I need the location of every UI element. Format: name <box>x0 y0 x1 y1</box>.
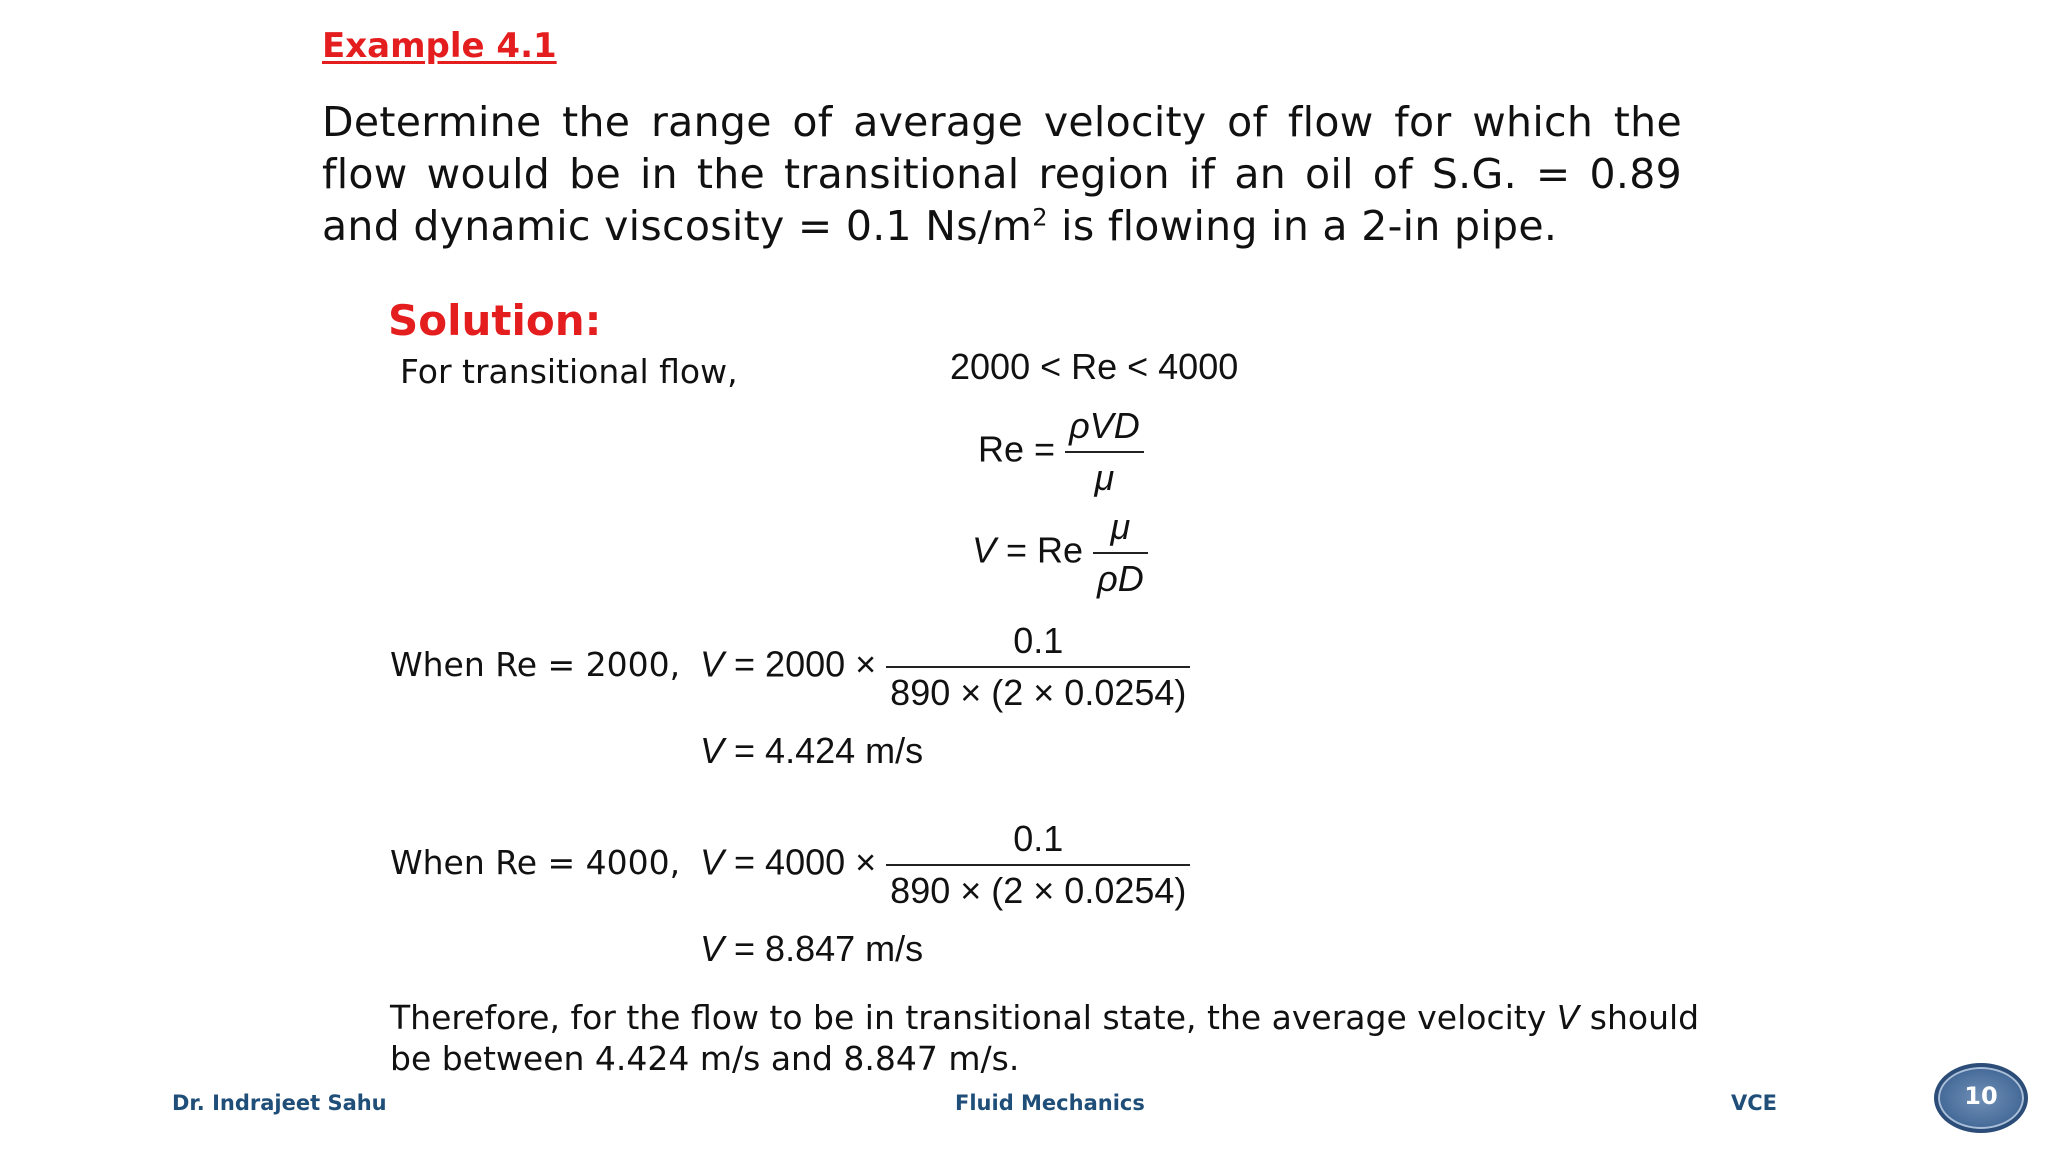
velocity-equation <box>972 506 1148 600</box>
case2-result-rest: = 8.847 m/s <box>724 928 924 969</box>
conclusion-text-2: should <box>1579 998 1700 1037</box>
re-fraction <box>1065 405 1144 499</box>
case1-denominator: 890 × (2 × 0.0254) <box>890 672 1187 713</box>
re-denominator: μ <box>1094 457 1115 498</box>
conclusion-line2: be between 4.424 m/s and 8.847 m/s. <box>390 1039 1020 1078</box>
case1-equation <box>700 620 1190 714</box>
case1-result <box>700 730 923 772</box>
reynolds-equation <box>978 405 1144 499</box>
case1-result-rest: = 4.424 m/s <box>724 730 924 771</box>
re-numerator: ρVD <box>1065 405 1144 453</box>
page-number: 10 <box>1964 1082 1998 1110</box>
case1-label: When Re = 2000, <box>390 645 681 684</box>
problem-text: Determine the range of average velocity of flow for which the flow would be in the transitional region if an oil of S.G. = 0.89 and dynamic viscosity = 0.1 Ns/m <box>322 98 1682 250</box>
case1-result-v: V <box>700 730 725 771</box>
example-title: Example 4.1 <box>322 26 557 66</box>
case2-denominator: 890 × (2 × 0.0254) <box>890 870 1187 911</box>
v-denominator: ρD <box>1097 558 1144 599</box>
conclusion-v: V <box>1556 998 1580 1037</box>
problem-statement <box>322 96 1682 252</box>
problem-superscript: 2 <box>1032 203 1048 232</box>
conclusion-text-1: Therefore, for the flow to be in transitional state, the average velocity <box>390 998 1557 1037</box>
transitional-range: 2000 < Re < 4000 <box>950 346 1239 387</box>
case2-equation <box>700 818 1190 912</box>
case1-numerator: 0.1 <box>886 620 1190 668</box>
case1-fraction <box>886 620 1190 714</box>
case2-result <box>700 928 923 970</box>
footer-course: Fluid Mechanics <box>955 1091 1145 1115</box>
footer-institute: VCE <box>1731 1091 1778 1115</box>
transitional-label: For transitional flow, <box>400 352 738 391</box>
case2-label: When Re = 4000, <box>390 843 681 882</box>
solution-heading: Solution: <box>388 296 602 345</box>
re-lhs: Re = <box>978 428 1056 470</box>
page-number-badge <box>1934 1063 2028 1133</box>
case2-fraction <box>886 818 1190 912</box>
case2-result-v: V <box>700 928 725 969</box>
case2-numerator: 0.1 <box>886 818 1190 866</box>
v-numerator: μ <box>1093 506 1148 554</box>
v-fraction <box>1093 506 1148 600</box>
problem-text-end: is flowing in a 2-in pipe. <box>1047 202 1558 250</box>
v-lhs-rest: = Re <box>996 529 1084 571</box>
conclusion-line1 <box>390 998 1699 1037</box>
case2-v-symbol: V <box>700 841 725 883</box>
v-symbol: V <box>972 529 997 571</box>
case2-lhs-rest: = 4000 × <box>724 841 877 883</box>
footer-author: Dr. Indrajeet Sahu <box>172 1091 387 1115</box>
case1-v-symbol: V <box>700 643 725 685</box>
case1-lhs-rest: = 2000 × <box>724 643 877 685</box>
